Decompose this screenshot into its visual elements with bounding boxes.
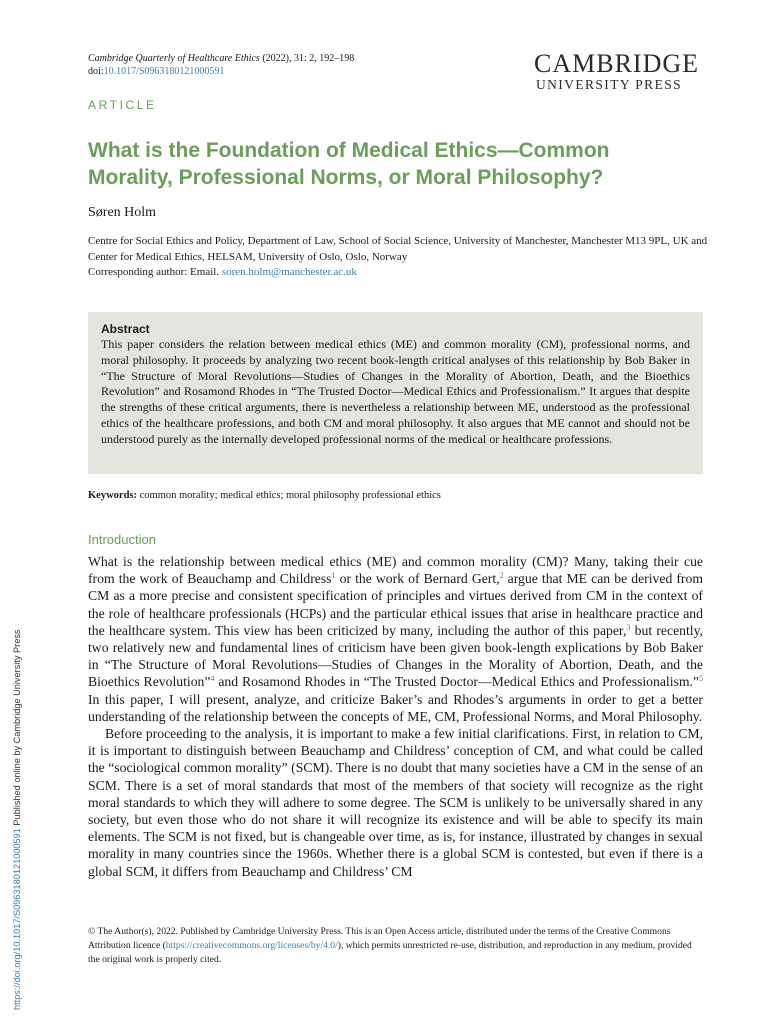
article-type-label: ARTICLE	[88, 98, 157, 112]
footnote-ref[interactable]: 2	[499, 571, 504, 581]
publisher-name: CAMBRIDGE	[534, 49, 700, 78]
footnote-ref[interactable]: 5	[699, 674, 703, 684]
paragraph-text: but recently, two relatively new and fundamental lines of criticism have been given book-length explications by Bob Baker in “The Structure of Moral Revolutions—Studies of Changes in the Morality of Abortion, Death, and the Bioethics Revolution”	[88, 622, 703, 690]
author-affiliation	[88, 234, 708, 281]
paragraph-text: or the work of Bernard Gert,	[335, 571, 500, 587]
footnote-ref[interactable]: 1	[331, 571, 336, 581]
side-doi-strip	[4, 628, 22, 1016]
keywords	[88, 490, 441, 501]
paragraph-text: In this paper, I will present, analyze, and criticize Baker’s and Rhodes’s arguments in order to get a better understanding of the relationship between the concepts of ME, CM, Professional Norms, and Moral Philosophy.	[88, 691, 703, 724]
journal-reference	[88, 52, 354, 78]
paragraph-text: argue that ME can be derived from CM as a more precise and consistent specification of principles and virtues derived from CM in the context of the role of healthcare professionals (HCPs) and the particular ethical issues that arise in healthcare practice and the healthcare system. This view has been criticized by many, including the author of this paper,	[88, 571, 703, 638]
doi-prefix: doi:	[88, 66, 104, 77]
side-doi-link[interactable]: https://doi.org/10.1017/S0963180121000591	[12, 828, 22, 1010]
journal-name: Cambridge Quarterly of Healthcare Ethics	[88, 53, 260, 64]
affiliation-text: Centre for Social Ethics and Policy, Department of Law, School of Social Science, University of Manchester, Manchester M13 9PL, UK and Center for Medical Ethics, HELSAM, University of Oslo, Oslo, Norway	[88, 235, 708, 263]
journal-citation: (2022), 31: 2, 192–198	[259, 53, 355, 64]
paragraph: Before proceeding to the analysis, it is important to make a few initial clarifications. First, in relation to CM, it is important to distinguish between Beauchamp and Childress’ conception of CM, and what could be called the “sociological common morality” (SCM). There is no doubt that many societies have a CM in the sense of an SCM. There is a set of moral standards that most of the members of that society will recognize as the right moral standards to which they will adhere to some degree. The SCM is unlikely to be universally shared in any society, but even those who do not share it will recognize its existence and will be able to specify its main elements. The SCM is not fixed, but is changeable over time, as is, for instance, illustrated by changes in sexual morality in many countries since the 1960s. Whether there is a global SCM is contested, but even if there is a global SCM, it differs from Beauchamp and Childress’ CM	[88, 726, 703, 879]
article-title: What is the Foundation of Medical Ethics—Common Morality, Professional Norms, or Moral Philosophy?	[88, 139, 610, 189]
license-text: © The Author(s), 2022. Published by Cambridge University Press. This is an Open Access article, distributed under the terms of the Creative Commons Attribution licence (	[88, 926, 671, 951]
abstract-heading: Abstract	[101, 322, 150, 336]
doi-link[interactable]: 10.1017/S0963180121000591	[103, 66, 225, 77]
license-text: ), which permits unrestricted re-use, distribution, and reproduction in any medium, provided the original work is properly cited.	[88, 940, 692, 965]
license-link[interactable]: https://creativecommons.org/licenses/by/4.0/	[165, 940, 338, 951]
footnote-ref[interactable]: 4	[210, 674, 215, 684]
corresponding-label: Corresponding author: Email.	[88, 266, 222, 278]
abstract-text: This paper considers the relation between medical ethics (ME) and common morality (CM), professional norms, and moral philosophy. It proceeds by analyzing two recent book-length critical analyses of this relationship by Bob Baker in “The Structure of Moral Revolutions—Studies of Changes in the Morality of Abortion, Death, and the Bioethics Revolution” and Rosamond Rhodes in “The Trusted Doctor—Medical Ethics and Professionalism.” It argues that despite the strengths of these critical arguments, there is nevertheless a relationship between ME, understood as the professional ethics of the healthcare professions, and both CM and moral philosophy. It also argues that ME cannot and should not be understood purely as the internally developed professional norms of the medical or healthcare professions.	[101, 337, 690, 446]
abstract-box	[88, 312, 703, 474]
section-heading-introduction: Introduction	[88, 532, 156, 547]
paragraph	[88, 553, 703, 725]
keywords-label: Keywords:	[88, 490, 137, 501]
publisher-logo	[534, 50, 704, 92]
author-email-link[interactable]: soren.holm@manchester.ac.uk	[221, 266, 357, 278]
keywords-text: common morality; medical ethics; moral philosophy professional ethics	[137, 490, 441, 501]
footnote-ref[interactable]: 3	[626, 622, 631, 632]
paragraph-text: What is the relationship between medical ethics (ME) and common morality (CM)? Many, taking their cue from the work of Beauchamp and Childress	[88, 554, 703, 587]
author-name: Søren Holm	[88, 205, 157, 220]
body-text	[88, 553, 703, 880]
side-published-text: Published online by Cambridge University Press	[12, 629, 22, 829]
publisher-subname: UNIVERSITY PRESS	[536, 77, 683, 92]
license-footnote	[88, 925, 703, 967]
paragraph-text: and Rosamond Rhodes in “The Trusted Doctor—Medical Ethics and Professionalism.”	[214, 674, 699, 690]
